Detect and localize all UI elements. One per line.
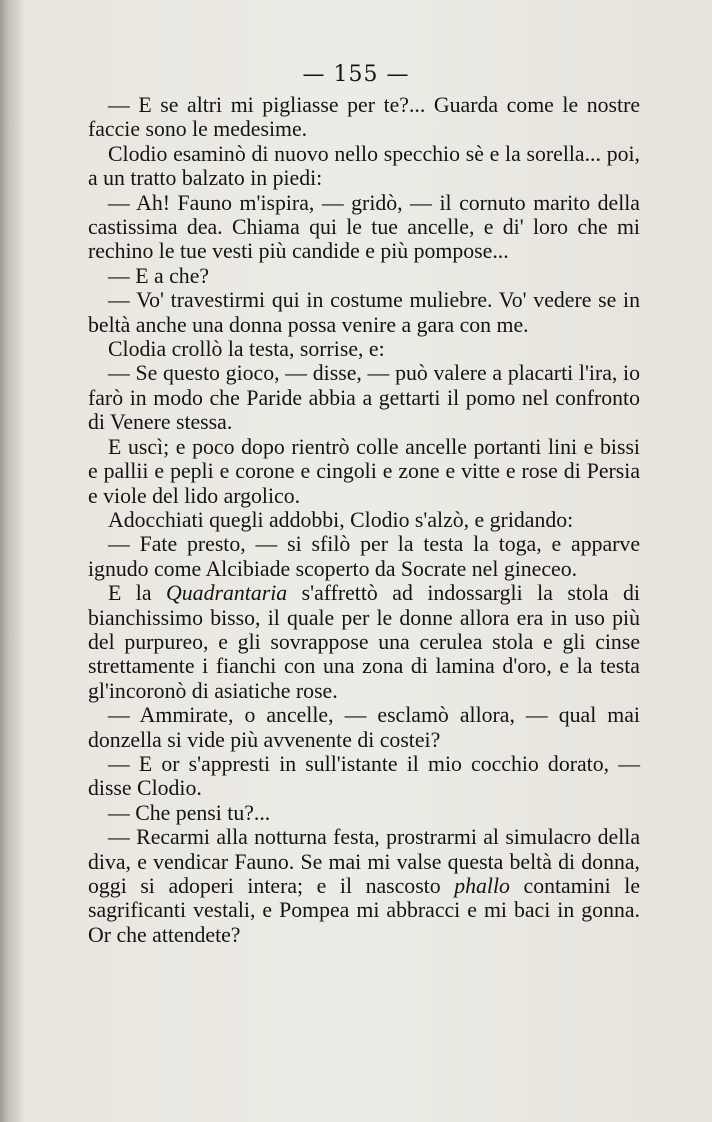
book-spine-shadow: [0, 0, 24, 1122]
paragraph: [88, 752, 640, 801]
body-text: [88, 93, 640, 947]
text-span: — E a che?: [108, 263, 210, 288]
text-span: contamini le sagrificanti vestali, e Pompea mi abbracci e mi baci in gonna. Or che attendete?: [88, 874, 640, 947]
text-span: — Recarmi alla notturna festa, prostrarmi al simulacro della diva, e vendicar Fauno. Se mai mi valse questa beltà di donna, oggi si adoperi intera; e il nascosto: [88, 825, 640, 898]
paragraph: [88, 581, 640, 703]
paragraph: [88, 532, 640, 581]
paragraph: [88, 435, 640, 508]
text-span: — Che pensi tu?...: [108, 800, 271, 825]
italic-text: phallo: [454, 874, 510, 898]
text-span: — Fate presto, — si sfilò per la testa la toga, e apparve ignudo come Alcibiade scoperto da Socrate nel gineceo.: [88, 532, 640, 581]
text-span: — Vo' travestirmi qui in costume muliebre. Vo' vedere se in beltà anche una donna possa venire a gara con me.: [88, 288, 640, 337]
text-span: — Ah! Fauno m'ispira, — gridò, — il cornuto marito della castissima dea. Chiama qui le tue ancelle, e di' loro che mi rechino le tue vesti più candide e più pompose...: [88, 190, 640, 264]
text-span: — E se altri mi pigliasse per te?... Guarda come le nostre faccie sono le medesime.: [88, 93, 640, 142]
text-span: Adocchiati quegli addobbi, Clodio s'alzò, e gridando:: [108, 507, 574, 532]
text-span: — Ammirate, o ancelle, — esclamò allora, — qual mai donzella si vide più avvenente di costei?: [88, 703, 640, 752]
text-span: Clodia crollò la testa, sorrise, e:: [108, 337, 385, 362]
text-span: Clodio esaminò di nuovo nello specchio sè e la sorella... poi, a un tratto balzato in piedi:: [88, 141, 640, 191]
text-span: — E or s'appresti in sull'istante il mio cocchio dorato, — disse Clodio.: [88, 751, 640, 801]
text-span: s'affrettò ad indossargli la stola di bianchissimo bisso, il quale per le donne allora era in uso più del purpureo, e gli sovrappose una cerulea stola e gli cinse strettamente i fianchi con una zona di lamina d'oro, e la testa gl'incoronò di asiatiche rose.: [88, 581, 640, 703]
text-span: E uscì; e poco dopo rientrò colle ancelle portanti lini e bissi e pallii e pepli e corone e cingoli e zone e vitte e rose di Persia e viole del lido argolico.: [88, 434, 640, 508]
text-span: E la: [108, 581, 167, 606]
paragraph: [88, 191, 640, 264]
paragraph: [88, 703, 640, 752]
italic-text: Quadrantaria: [166, 581, 288, 606]
paragraph: [88, 508, 640, 532]
page-number: — 155 —: [302, 62, 410, 87]
text-span: — Se questo gioco, — disse, — può valere a placarti l'ira, io farò in modo che Paride abbia a gettarti il pomo nel confronto di Venere stessa.: [88, 361, 640, 435]
paragraph: [88, 142, 640, 191]
paragraph: [88, 288, 640, 337]
paragraph: [88, 93, 640, 142]
paragraph: [88, 361, 640, 434]
paragraph: [88, 337, 640, 361]
paragraph: [88, 825, 640, 947]
paragraph: [88, 264, 640, 288]
paragraph: [88, 801, 640, 825]
